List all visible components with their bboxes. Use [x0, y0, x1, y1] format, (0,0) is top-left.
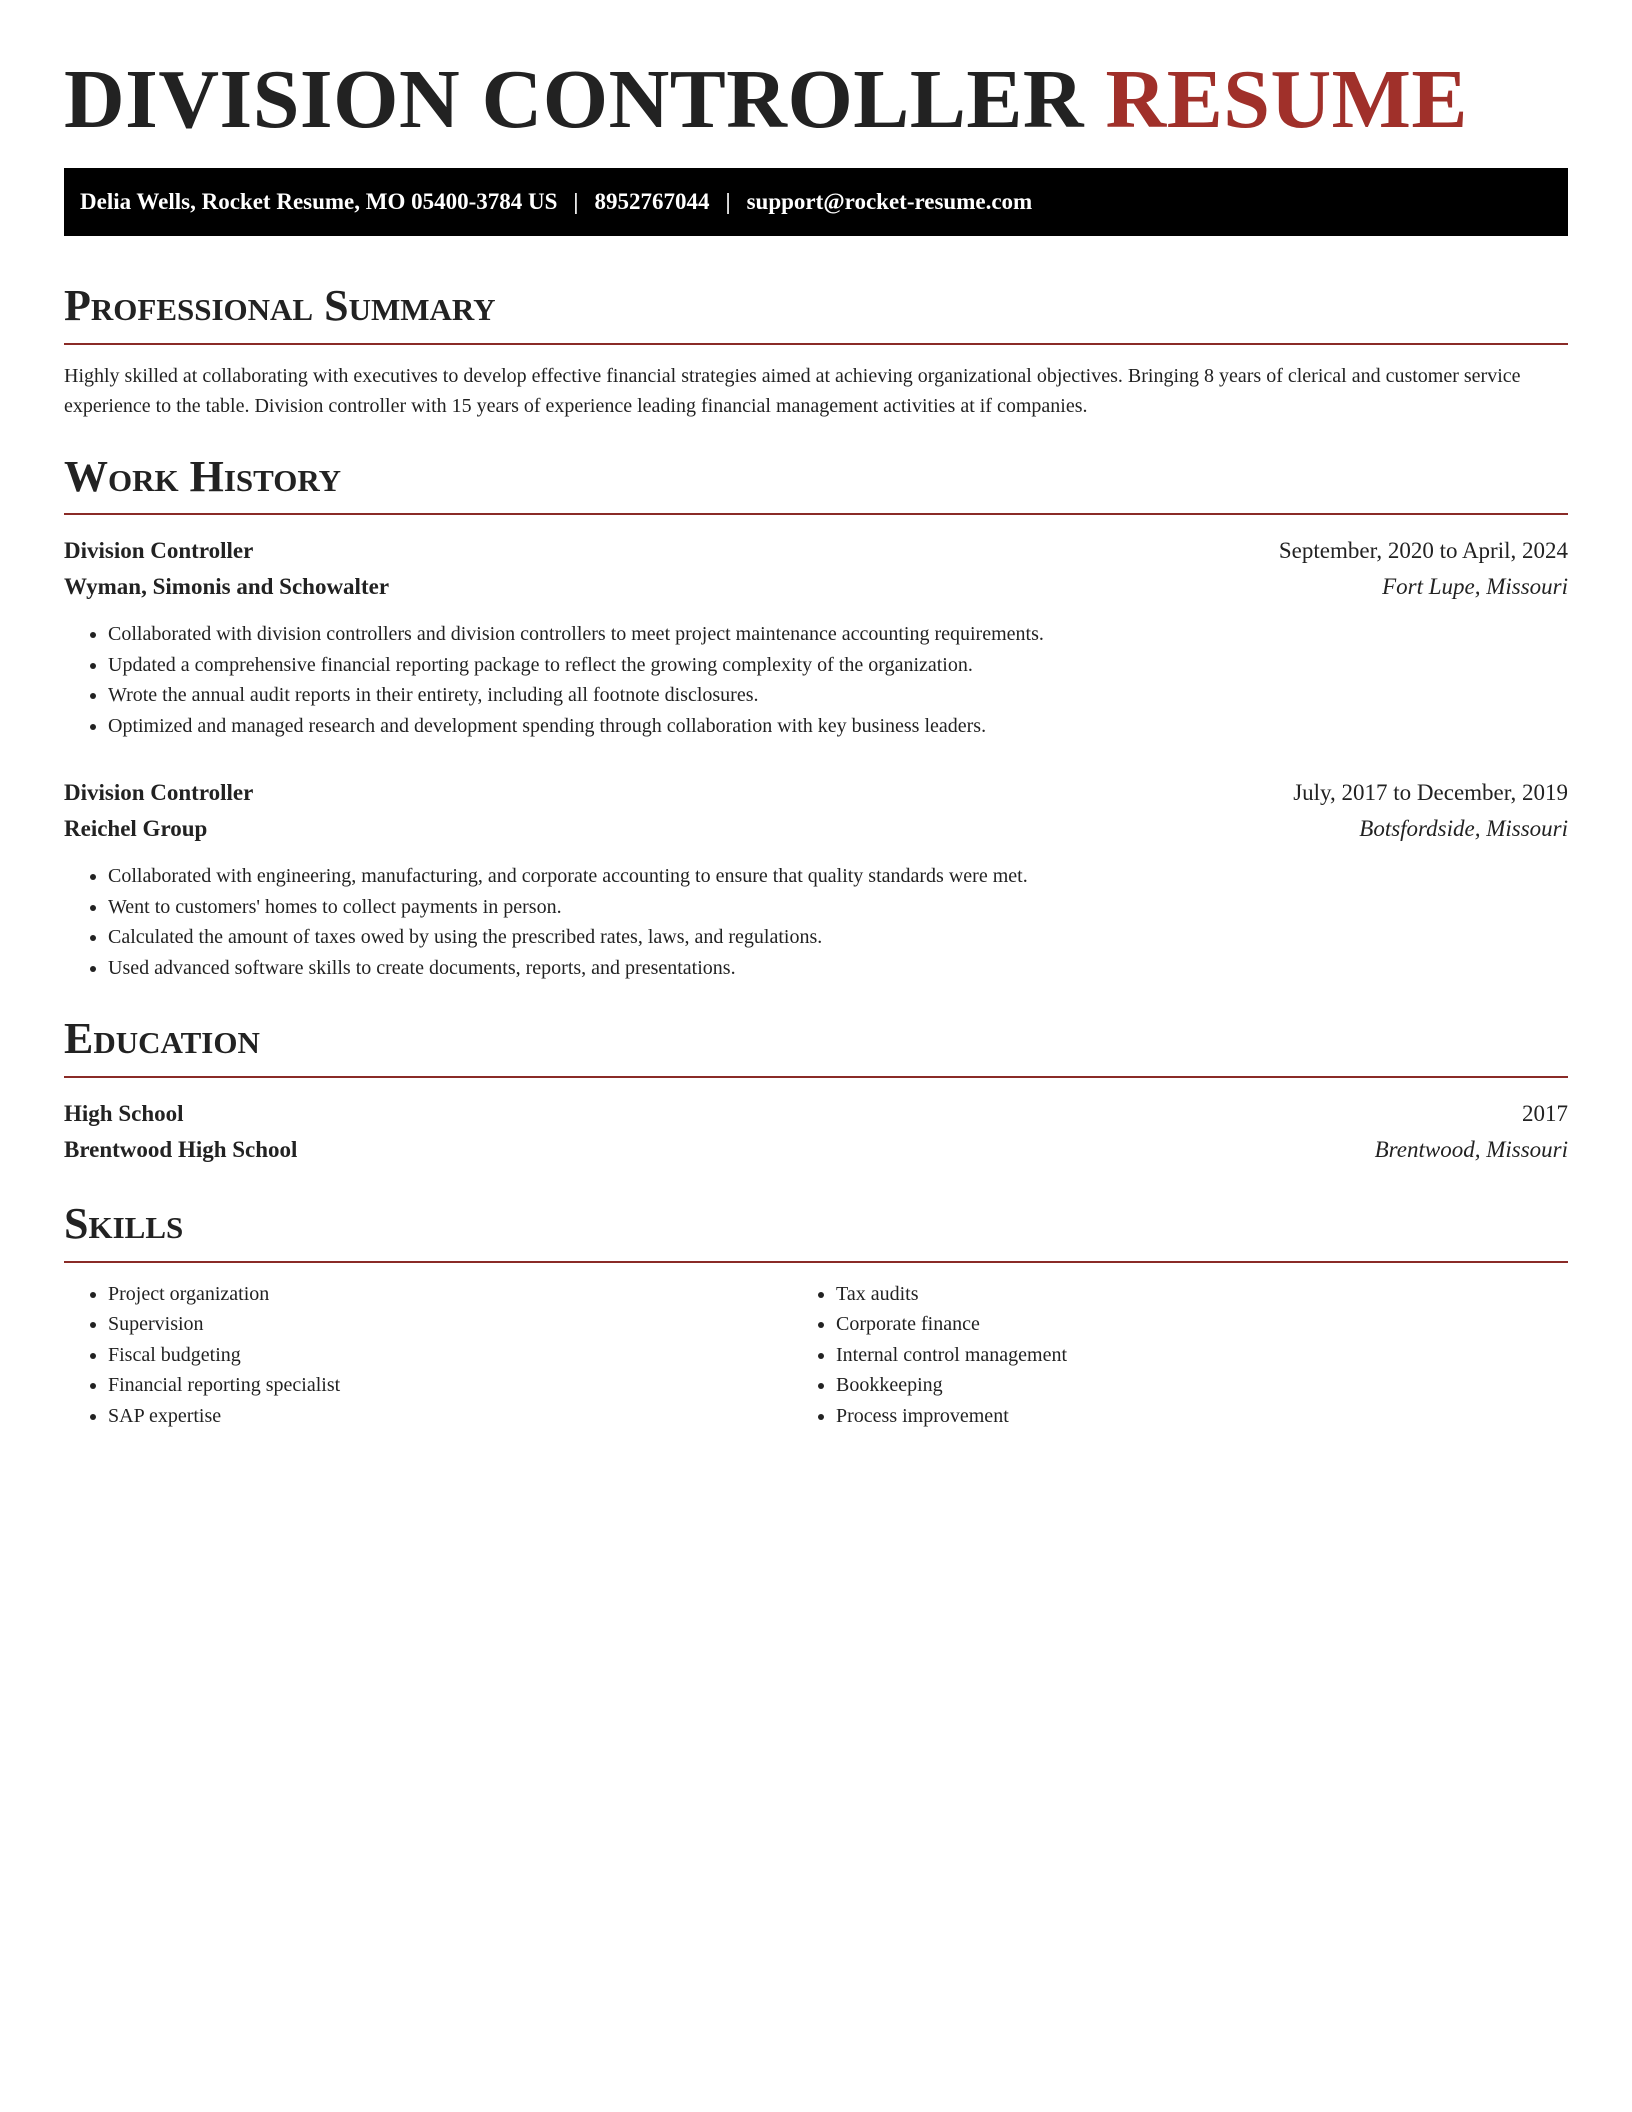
job-header-row: [64, 775, 1568, 811]
job-bullets: [64, 861, 1568, 983]
job-header-row: [64, 533, 1568, 569]
job-company-row: [64, 569, 1568, 605]
job-bullet: • Collaborated with engineering, manufacturing, and corporate accounting to ensure that quality standards were met.: [108, 861, 1568, 892]
job-entry: [64, 775, 1568, 983]
contact-separator: |: [573, 188, 579, 214]
summary-text: Highly skilled at collaborating with executives to develop effective financial strategies aimed at achieving organizational objectives. Bringing 8 years of clerical and customer service experience to the table. Division controller with 15 years of experience leading financial management activities at if companies.: [64, 364, 1521, 417]
skills-heading: Skills: [64, 1198, 1568, 1263]
skill-item: • SAP expertise: [108, 1401, 760, 1432]
skill-item: • Corporate finance: [836, 1309, 1456, 1340]
skills-list-right: [760, 1279, 1456, 1432]
skill-item: • Supervision: [108, 1309, 760, 1340]
resume-title: [64, 0, 1568, 151]
education-heading: Education: [64, 1013, 1568, 1078]
job-location: Fort Lupe, Missouri: [1382, 574, 1568, 600]
job-bullet: • Calculated the amount of taxes owed by using the prescribed rates, laws, and regulations.: [108, 922, 1568, 953]
contact-email: support@rocket-resume.com: [746, 188, 1033, 214]
job-dates: July, 2017 to December, 2019: [1293, 780, 1568, 806]
contact-bar: [64, 168, 1568, 236]
education-school-row: [64, 1132, 1568, 1168]
education-degree-row: [64, 1096, 1568, 1132]
education-entry: [64, 1096, 1568, 1168]
job-bullet: • Used advanced software skills to create documents, reports, and presentations.: [108, 953, 1568, 984]
contact-separator: |: [725, 188, 731, 214]
job-bullet: • Collaborated with division controllers and division controllers to meet project maintenance accounting requirements.: [108, 619, 1568, 650]
work-history-heading: Work History: [64, 451, 1568, 516]
skill-item: • Internal control management: [836, 1340, 1456, 1371]
skill-item: • Tax audits: [836, 1279, 1456, 1310]
education-year: 2017: [1522, 1101, 1568, 1127]
job-company: Wyman, Simonis and Schowalter: [64, 574, 390, 600]
skill-item: • Financial reporting specialist: [108, 1370, 760, 1401]
job-title: Division Controller: [64, 538, 254, 564]
job-location: Botsfordside, Missouri: [1359, 816, 1568, 842]
resume-page: [64, 0, 1568, 1431]
job-bullet: • Updated a comprehensive financial reporting package to reflect the growing complexity of the organization.: [108, 650, 1568, 681]
job-entry: [64, 533, 1568, 741]
summary-heading: Professional Summary: [64, 280, 1568, 345]
job-bullet: • Went to customers' homes to collect payments in person.: [108, 892, 1568, 923]
education-school: Brentwood High School: [64, 1137, 298, 1163]
job-dates: September, 2020 to April, 2024: [1278, 538, 1568, 564]
contact-phone: 8952767044: [594, 188, 710, 214]
title-main: DIVISION CONTROLLER: [64, 53, 1085, 146]
job-company-row: [64, 811, 1568, 847]
job-title: Division Controller: [64, 780, 254, 806]
title-accent: RESUME: [1105, 53, 1468, 146]
contact-address: Delia Wells, Rocket Resume, MO 05400-3784 US: [80, 188, 558, 214]
education-degree: High School: [64, 1101, 184, 1127]
education-location: Brentwood, Missouri: [1374, 1137, 1568, 1163]
skill-item: • Process improvement: [836, 1401, 1456, 1432]
skills-columns: [64, 1279, 1568, 1432]
skill-item: • Fiscal budgeting: [108, 1340, 760, 1371]
job-company: Reichel Group: [64, 816, 208, 842]
skill-item: • Bookkeeping: [836, 1370, 1456, 1401]
skill-item: • Project organization: [108, 1279, 760, 1310]
skills-list-left: [64, 1279, 760, 1432]
job-bullet: • Wrote the annual audit reports in their entirety, including all footnote disclosures.: [108, 680, 1568, 711]
job-bullet: • Optimized and managed research and development spending through collaboration with key business leaders.: [108, 711, 1568, 742]
job-bullets: [64, 619, 1568, 741]
